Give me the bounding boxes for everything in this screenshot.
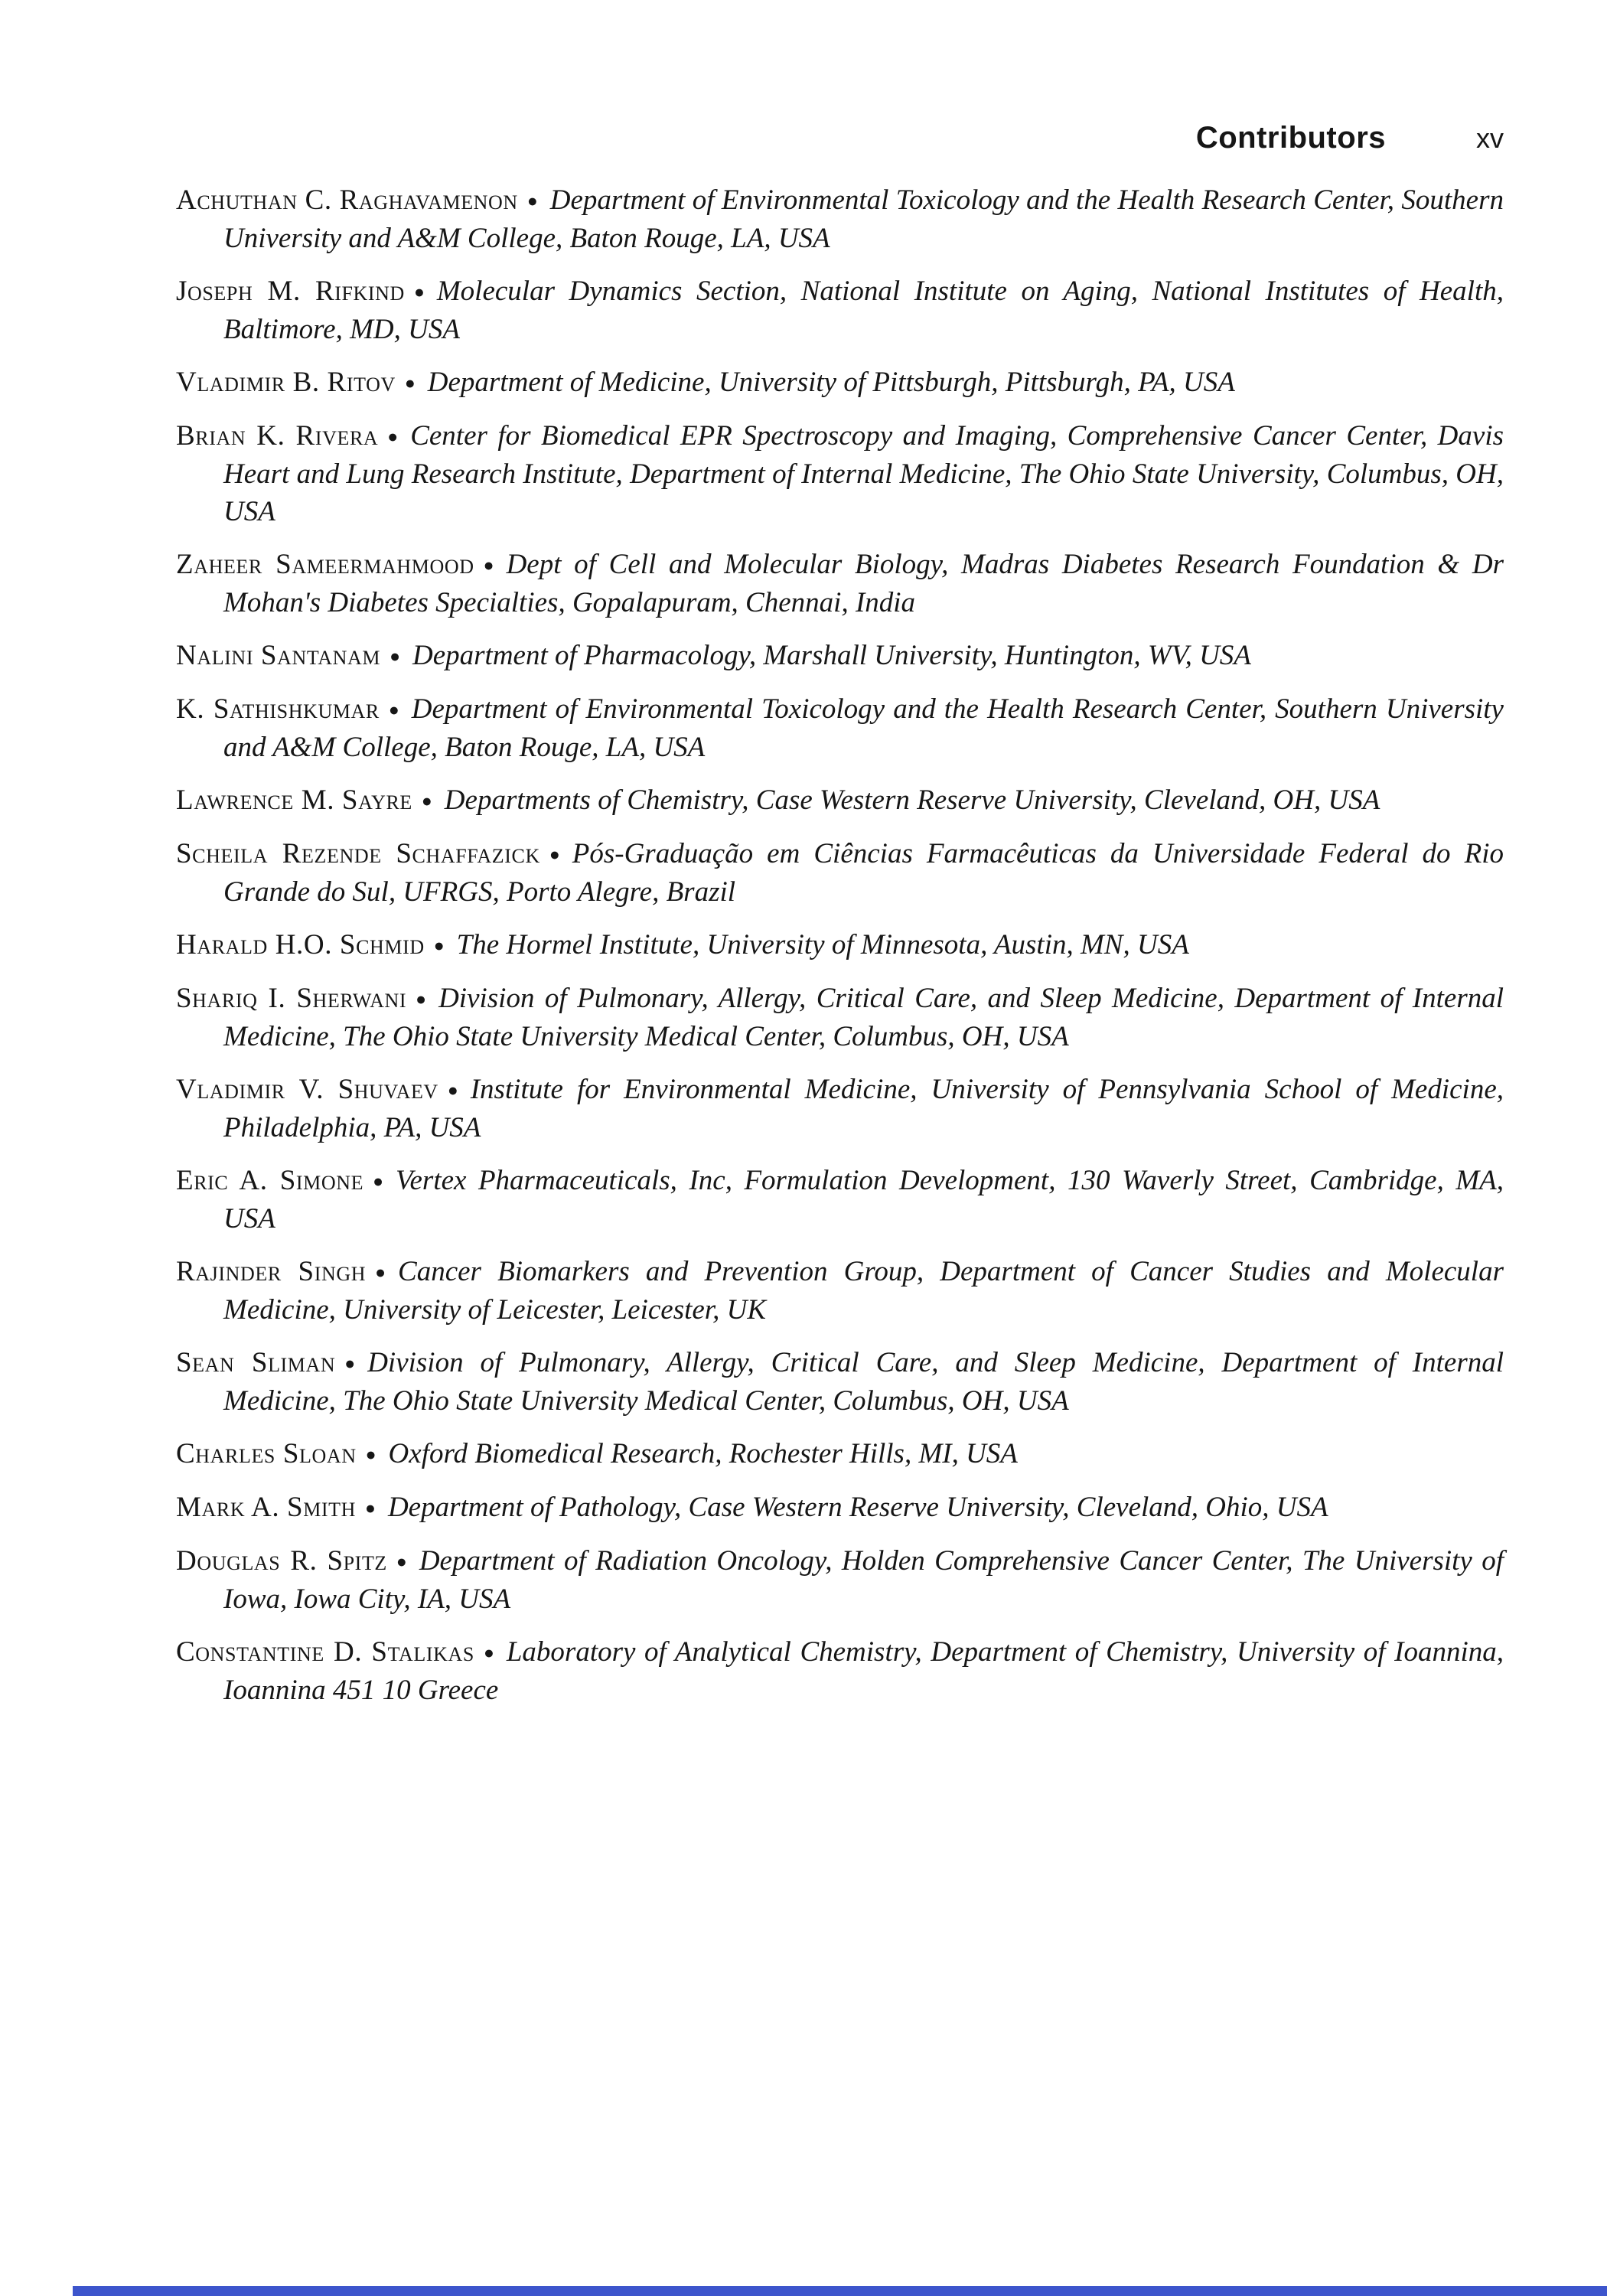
contributor-affiliation: Department of Pharmacology, Marshall University, Huntington, WV, USA bbox=[412, 640, 1251, 671]
contributor-entry bbox=[176, 835, 1504, 911]
contributor-name: Shariq I. Sherwani bbox=[176, 983, 407, 1014]
bullet-separator: ● bbox=[416, 990, 427, 1009]
contributor-affiliation: Dept of Cell and Molecular Biology, Madras Diabetes Research Foundation & Dr Mohan's Diabetes Specialties, Gopalapuram, Chennai, India bbox=[223, 549, 1504, 618]
contributor-affiliation: Department of Pathology, Case Western Reserve University, Cleveland, Ohio, USA bbox=[387, 1492, 1328, 1523]
bullet-separator: ● bbox=[483, 556, 494, 575]
contributor-entry bbox=[176, 1071, 1504, 1146]
bullet-separator: ● bbox=[526, 191, 538, 210]
contributor-name: Charles Sloan bbox=[176, 1438, 357, 1469]
bullet-separator: ● bbox=[344, 1354, 356, 1373]
contributor-name: Eric A. Simone bbox=[176, 1165, 364, 1196]
contributor-name: Vladimir B. Ritov bbox=[176, 367, 396, 398]
contributor-affiliation: Oxford Biomedical Research, Rochester Hills, MI, USA bbox=[388, 1438, 1018, 1469]
bullet-separator: ● bbox=[433, 936, 445, 955]
contributor-name: Sean Sliman bbox=[176, 1347, 336, 1378]
contributor-affiliation: The Hormel Institute, University of Minnesota, Austin, MN, USA bbox=[456, 929, 1189, 960]
contributor-name: Achuthan C. Raghavamenon bbox=[176, 184, 518, 216]
bullet-separator: ● bbox=[373, 1172, 383, 1191]
contributor-affiliation: Division of Pulmonary, Allergy, Critical Care, and Sleep Medicine, Department of Internal Medicine, The Ohio State University Medical Center, Columbus, OH, USA bbox=[223, 1347, 1504, 1417]
contributor-entry bbox=[176, 181, 1504, 257]
contributor-name: Harald H.O. Schmid bbox=[176, 929, 425, 960]
contributor-name: Vladimir V. Shuvaev bbox=[176, 1074, 438, 1105]
contributor-entry bbox=[176, 1344, 1504, 1420]
contributor-entry bbox=[176, 926, 1504, 964]
bullet-separator: ● bbox=[421, 791, 432, 810]
contributor-name: Rajinder Singh bbox=[176, 1256, 367, 1287]
bullet-separator: ● bbox=[375, 1263, 386, 1282]
contributor-entry bbox=[176, 1542, 1504, 1618]
contributor-entry bbox=[176, 272, 1504, 348]
contributor-name: Lawrence M. Sayre bbox=[176, 784, 412, 816]
contributor-entry bbox=[176, 1633, 1504, 1709]
contributor-affiliation: Departments of Chemistry, Case Western Reserve University, Cleveland, OH, USA bbox=[444, 784, 1380, 816]
contributor-entry bbox=[176, 546, 1504, 621]
bullet-separator: ● bbox=[365, 1499, 376, 1518]
bullet-separator: ● bbox=[404, 373, 416, 393]
page-number: xv bbox=[1476, 122, 1504, 154]
contributor-affiliation: Department of Medicine, University of Pittsburgh, Pittsburgh, PA, USA bbox=[427, 367, 1235, 398]
contributor-affiliation: Department of Radiation Oncology, Holden Comprehensive Cancer Center, The University of Iowa, Iowa City, IA, USA bbox=[223, 1545, 1504, 1615]
contributor-affiliation: Pós-Graduação em Ciências Farmacêuticas da Universidade Federal do Rio Grande do Sul, UFRGS, Porto Alegre, Brazil bbox=[223, 838, 1504, 908]
contributor-affiliation: Vertex Pharmaceuticals, Inc, Formulation Development, 130 Waverly Street, Cambridge, MA, USA bbox=[223, 1165, 1504, 1234]
contributor-entry bbox=[176, 781, 1504, 820]
contributor-entry bbox=[176, 1435, 1504, 1473]
running-head: Contributors bbox=[1195, 121, 1386, 155]
bullet-separator: ● bbox=[483, 1643, 494, 1662]
bullet-separator: ● bbox=[413, 282, 425, 302]
contributor-affiliation: Institute for Environmental Medicine, University of Pennsylvania School of Medicine, Philadelphia, PA, USA bbox=[223, 1074, 1504, 1143]
contributor-affiliation: Laboratory of Analytical Chemistry, Department of Chemistry, University of Ioannina, Ioannina 451 10 Greece bbox=[223, 1636, 1504, 1706]
bullet-separator: ● bbox=[549, 845, 560, 864]
contributor-name: Joseph M. Rifkind bbox=[176, 276, 405, 307]
contributor-name: Mark A. Smith bbox=[176, 1492, 357, 1523]
contributor-entry bbox=[176, 417, 1504, 530]
bullet-separator: ● bbox=[365, 1445, 376, 1464]
contributors-list bbox=[176, 181, 1504, 1709]
contributor-entry bbox=[176, 690, 1504, 766]
bullet-separator: ● bbox=[447, 1081, 458, 1100]
contributor-name: Zaheer Sameermahmood bbox=[176, 549, 474, 580]
page-header bbox=[176, 121, 1504, 155]
contributor-affiliation: Cancer Biomarkers and Prevention Group, Department of Cancer Studies and Molecular Medicine, University of Leicester, Leicester, UK bbox=[223, 1256, 1504, 1326]
bottom-bar bbox=[73, 2286, 1607, 2296]
contributor-affiliation: Division of Pulmonary, Allergy, Critical Care, and Sleep Medicine, Department of Internal Medicine, The Ohio State University Medical Center, Columbus, OH, USA bbox=[223, 983, 1504, 1052]
bullet-separator: ● bbox=[396, 1552, 407, 1571]
bullet-separator: ● bbox=[388, 700, 399, 719]
contributor-affiliation: Department of Environmental Toxicology and the Health Research Center, Southern University and A&M College, Baton Rouge, LA, USA bbox=[223, 184, 1504, 254]
contributor-name: Douglas R. Spitz bbox=[176, 1545, 387, 1577]
bullet-separator: ● bbox=[390, 647, 401, 666]
contributor-name: Constantine D. Stalikas bbox=[176, 1636, 474, 1668]
contributor-entry bbox=[176, 980, 1504, 1055]
contributor-name: Nalini Santanam bbox=[176, 640, 381, 671]
contributor-affiliation: Molecular Dynamics Section, National Institute on Aging, National Institutes of Health, Baltimore, MD, USA bbox=[223, 276, 1504, 345]
contributor-name: K. Sathishkumar bbox=[176, 693, 380, 725]
contributor-affiliation: Center for Biomedical EPR Spectroscopy and Imaging, Comprehensive Cancer Center, Davis Heart and Lung Research Institute, Department of Internal Medicine, The Ohio State University, Columbus, OH, USA bbox=[223, 420, 1504, 527]
contributor-entry bbox=[176, 637, 1504, 675]
contributor-entry bbox=[176, 364, 1504, 402]
bullet-separator: ● bbox=[387, 427, 399, 446]
contributor-entry bbox=[176, 1489, 1504, 1527]
contributor-name: Scheila Rezende Schaffazick bbox=[176, 838, 540, 869]
contributor-name: Brian K. Rivera bbox=[176, 420, 379, 452]
contributor-entry bbox=[176, 1162, 1504, 1238]
contributor-affiliation: Department of Environmental Toxicology and the Health Research Center, Southern University and A&M College, Baton Rouge, LA, USA bbox=[223, 693, 1504, 763]
contributor-entry bbox=[176, 1253, 1504, 1329]
